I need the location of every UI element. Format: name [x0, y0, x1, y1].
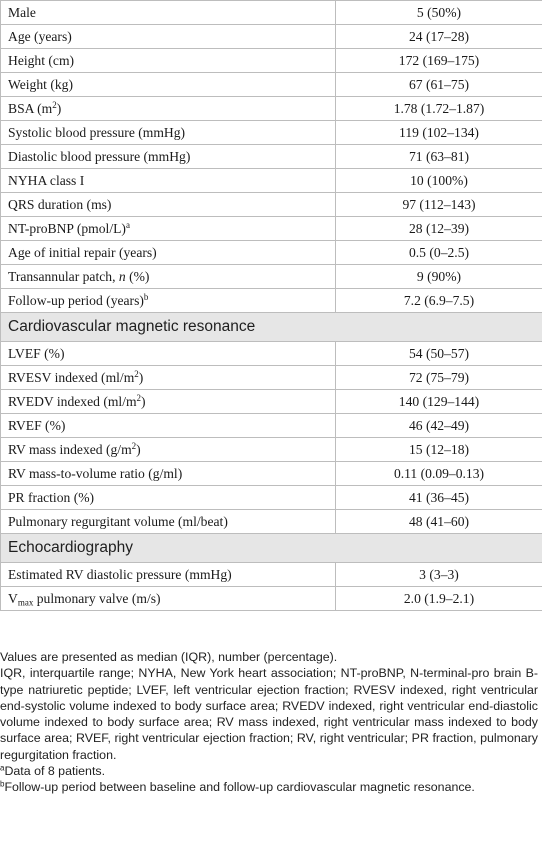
table-row — [1, 390, 542, 414]
row-label-text: RVEF (%) — [8, 418, 66, 433]
footnote-a-text: Data of 8 patients. — [4, 764, 106, 779]
table-row — [1, 193, 542, 217]
row-value: 3 (3–3) — [336, 563, 542, 587]
footnote-presentation: Values are presented as median (IQR), number (percentage). — [0, 650, 338, 664]
row-label — [1, 462, 336, 486]
row-label-text: Age (years) — [8, 29, 72, 44]
table-row — [1, 145, 542, 169]
footnote-a — [0, 763, 538, 779]
row-label — [1, 73, 336, 97]
row-label-text: Pulmonary regurgitant volume (ml/beat) — [8, 514, 228, 529]
table-row — [1, 510, 542, 534]
row-label-suffix: pulmonary valve (m/s) — [33, 591, 161, 606]
footnote-a-mark: a — [0, 763, 5, 773]
row-value: 24 (17–28) — [336, 25, 542, 49]
row-label-superscript: a — [125, 220, 130, 231]
table-footnotes — [0, 649, 538, 796]
row-label — [1, 486, 336, 510]
row-label-text: PR fraction (%) — [8, 490, 95, 505]
row-label-text: LVEF (%) — [8, 346, 65, 361]
section-header-row — [1, 534, 542, 563]
table-row — [1, 49, 542, 73]
row-label-suffix: ) — [141, 394, 146, 409]
table-row — [1, 587, 542, 611]
row-value: 172 (169–175) — [336, 49, 542, 73]
table-row — [1, 97, 542, 121]
table-row — [1, 1, 542, 25]
row-value: 0.5 (0–2.5) — [336, 241, 542, 265]
table-row — [1, 265, 542, 289]
row-label — [1, 145, 336, 169]
row-label — [1, 241, 336, 265]
row-label — [1, 342, 336, 366]
row-label — [1, 25, 336, 49]
row-label — [1, 587, 336, 611]
row-label-superscript: 2 — [131, 441, 137, 452]
row-label — [1, 265, 336, 289]
row-value: 41 (36–45) — [336, 486, 542, 510]
table-body — [1, 1, 542, 611]
row-value: 0.11 (0.09–0.13) — [336, 462, 542, 486]
row-label-suffix: ) — [136, 442, 141, 457]
table-row — [1, 73, 542, 97]
footnote-b-text: Follow-up period between baseline and follow-up cardiovascular magnetic resonance. — [4, 780, 475, 795]
row-value: 72 (75–79) — [336, 366, 542, 390]
row-label — [1, 414, 336, 438]
row-value: 97 (112–143) — [336, 193, 542, 217]
row-label-text: BSA (m — [8, 101, 53, 116]
row-label-suffix: (%) — [125, 269, 150, 284]
row-label-subscript: max — [17, 597, 34, 608]
table-row — [1, 241, 542, 265]
row-label — [1, 97, 336, 121]
row-value: 7.2 (6.9–7.5) — [336, 289, 542, 313]
table-row — [1, 438, 542, 462]
section-header-row — [1, 313, 542, 342]
table-row — [1, 169, 542, 193]
row-label-text: Height (cm) — [8, 53, 75, 68]
row-label — [1, 217, 336, 241]
row-value: 10 (100%) — [336, 169, 542, 193]
row-label-text: RV mass indexed (g/m — [8, 442, 132, 457]
row-label-text: QRS duration (ms) — [8, 197, 112, 212]
row-label — [1, 121, 336, 145]
row-label-superscript: b — [143, 292, 149, 303]
row-label — [1, 366, 336, 390]
table-row — [1, 121, 542, 145]
row-label-text: Transannular patch, — [8, 269, 119, 284]
row-label — [1, 1, 336, 25]
table-row — [1, 366, 542, 390]
section-header: Cardiovascular magnetic resonance — [1, 313, 542, 342]
table-row — [1, 25, 542, 49]
row-value: 48 (41–60) — [336, 510, 542, 534]
row-value: 1.78 (1.72–1.87) — [336, 97, 542, 121]
row-label-text: Systolic blood pressure (mmHg) — [8, 125, 186, 140]
row-label-text: Estimated RV diastolic pressure (mmHg) — [8, 567, 232, 582]
row-label-text: Diastolic blood pressure (mmHg) — [8, 149, 191, 164]
table-row — [1, 342, 542, 366]
row-label-text: NT-proBNP (pmol/L) — [8, 221, 126, 236]
row-value: 15 (12–18) — [336, 438, 542, 462]
row-label — [1, 438, 336, 462]
row-label-text: NYHA class I — [8, 173, 85, 188]
table-row — [1, 414, 542, 438]
row-label-text: Male — [8, 5, 36, 20]
row-value: 119 (102–134) — [336, 121, 542, 145]
row-label-text: V — [8, 591, 18, 606]
row-label-superscript: 2 — [136, 393, 142, 404]
footnote-b — [0, 779, 538, 795]
row-value: 28 (12–39) — [336, 217, 542, 241]
row-label-superscript: 2 — [134, 369, 139, 380]
row-value: 9 (90%) — [336, 265, 542, 289]
row-label — [1, 289, 336, 313]
row-label — [1, 193, 336, 217]
row-label — [1, 390, 336, 414]
table-row — [1, 462, 542, 486]
footnote-b-mark: b — [0, 779, 5, 789]
row-label-text: Age of initial repair (years) — [8, 245, 157, 260]
row-label — [1, 563, 336, 587]
row-value: 46 (42–49) — [336, 414, 542, 438]
row-label-superscript: 2 — [52, 100, 57, 111]
row-label — [1, 510, 336, 534]
row-label-text: Weight (kg) — [8, 77, 73, 92]
row-label-italic: n — [118, 269, 126, 284]
row-label-suffix: ) — [138, 370, 144, 385]
row-value: 2.0 (1.9–2.1) — [336, 587, 542, 611]
table-row — [1, 289, 542, 313]
row-label-text: RVEDV indexed (ml/m — [8, 394, 137, 409]
row-value: 54 (50–57) — [336, 342, 542, 366]
row-value: 71 (63–81) — [336, 145, 542, 169]
table-row — [1, 563, 542, 587]
row-label-text: Follow-up period (years) — [8, 293, 144, 308]
row-value: 5 (50%) — [336, 1, 542, 25]
row-value: 140 (129–144) — [336, 390, 542, 414]
table-row — [1, 486, 542, 510]
row-label-text: RVESV indexed (ml/m — [8, 370, 135, 385]
row-label — [1, 169, 336, 193]
footnote-abbreviations: IQR, interquartile range; NYHA, New York heart association; NT-proBNP, N-terminal-pro brain B-type natriuretic peptide; LVEF, left ventricular ejection fraction; RVESV indexed, right ventricular end-systolic volume indexed to body surface area; RVEDV indexed, right ventricular end-diastolic volume indexed to body surface area; RV mass indexed, right ventricular mass indexed to body surface area; RVEF, right ventricular ejection fraction; RV, right ventricular; PR fraction, pulmonary regurgitation fraction. — [0, 666, 538, 762]
row-value: 67 (61–75) — [336, 73, 542, 97]
section-header: Echocardiography — [1, 534, 542, 563]
table-row — [1, 217, 542, 241]
row-label-text: RV mass-to-volume ratio (g/ml) — [8, 466, 183, 481]
row-label — [1, 49, 336, 73]
row-label-suffix: ) — [56, 101, 62, 116]
